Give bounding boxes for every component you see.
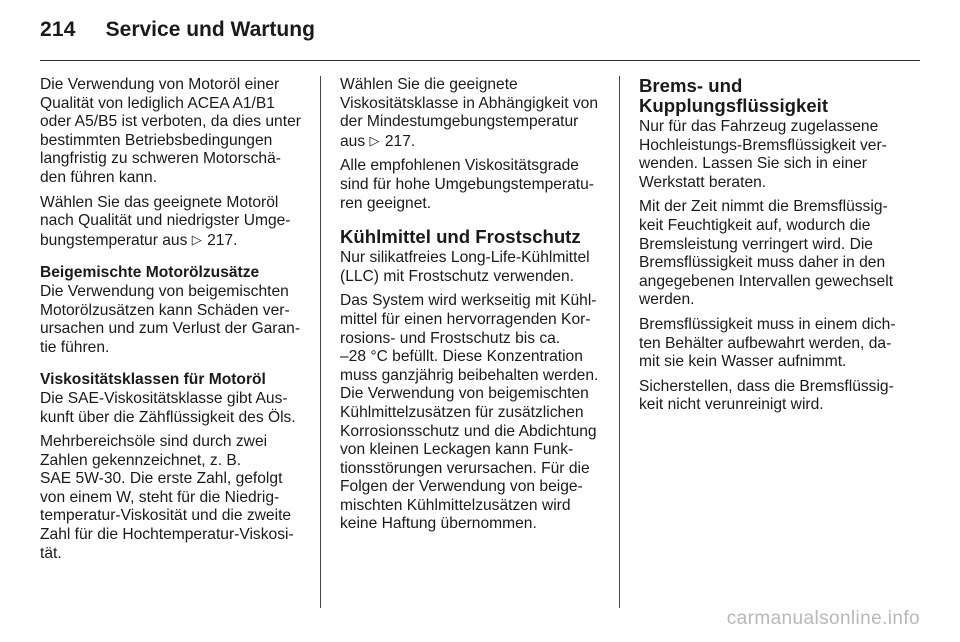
page-number: 214 xyxy=(40,18,76,41)
paragraph: Nur silikatfreies Long-Life-Kühlmittel (LLC) mit Frostschutz verwenden. xyxy=(340,249,590,285)
paragraph: Wählen Sie das geeignete Motoröl nach Qualität und niedrigster Umge- bungstemperatur aus ▷ 217. xyxy=(40,193,291,249)
column-2 xyxy=(340,76,606,540)
paragraph: Die Verwendung von Motoröl einer Qualität von lediglich ACEA A1/B1 oder A5/B5 ist verboten, da dies unter bestimmten Betriebsbedingungen langfristig zu schweren Motorschä- den führen kann. xyxy=(40,76,301,186)
page-header xyxy=(40,18,315,48)
paragraph: Die SAE-Viskositätsklasse gibt Aus- kunft über die Zähflüssigkeit des Öls. xyxy=(40,389,296,426)
paragraph: Mit der Zeit nimmt die Bremsflüssig- keit Feuchtigkeit auf, wodurch die Bremsleistung verringert wird. Die Bremsflüssigkeit muss daher in den angegebenen Intervallen gewechselt werden. xyxy=(639,198,894,309)
triangle-right-icon: ▷ xyxy=(191,231,202,247)
paragraph: Alle empfohlenen Viskositätsgrade sind für hohe Umgebungstemperatu- ren geeignet. xyxy=(340,157,594,212)
watermark: carmanualsonline.info xyxy=(726,608,920,629)
paragraph: Wählen Sie die geeignete Viskositätsklasse in Abhängigkeit von der Mindestumgebungstemperatur aus ▷ 217. xyxy=(340,76,599,150)
page-title: Service und Wartung xyxy=(105,18,315,41)
triangle-right-icon: ▷ xyxy=(369,132,380,148)
paragraph: Das System wird werkseitig mit Kühl- mittel für einen hervorragenden Kor- rosions- und Frostschutz bis ca. –28 °C befüllt. Diese Konzentration muss ganzjährig beibehalten werden. Die Verwendung von beigemischten Kühlmittelzusätzen für zusätzlichen Korrosionsschutz und die Abdichtung von kleinen Leckagen kann Funk- tionsstörungen verursachen. Für die Folgen der Verwendung von beige- mischten Kühlmittelzusätzen wird keine Haftung übernommen. xyxy=(340,292,599,533)
column-1 xyxy=(40,76,306,569)
subheading: Viskositätsklassen für Motoröl xyxy=(40,371,266,389)
paragraph: Sicherstellen, dass die Bremsflüssig- keit nicht verunreinigt wird. xyxy=(639,377,894,414)
paragraph: Die Verwendung von beigemischten Motorölzusätzen kann Schäden ver- ursachen und zum Verlust der Garan- tie führen. xyxy=(40,282,301,356)
paragraph: Mehrbereichsöle sind durch zwei Zahlen gekennzeichnet, z. B. SAE 5W-30. Die erste Zahl, gefolgt von einem W, steht für die Niedrig- temperatur-Viskosität und die zweite Zahl für die Hochtemperatur-Viskosi- tät. xyxy=(40,433,294,562)
column-divider-2 xyxy=(619,76,620,608)
page-reference-link[interactable]: 217. xyxy=(384,132,416,150)
page-reference-link[interactable]: 217. xyxy=(207,231,238,249)
column-3 xyxy=(639,76,905,421)
header-rule xyxy=(40,60,920,61)
column-divider-1 xyxy=(320,76,321,608)
subheading: Beigemischte Motorölzusätze xyxy=(40,264,260,282)
section-heading: Brems- und Kupplungsflüssigkeit xyxy=(639,75,829,116)
section-heading: Kühlmittel und Frostschutz xyxy=(340,226,581,248)
paragraph: Nur für das Fahrzeug zugelassene Hochleistungs-Bremsflüssigkeit ver- wenden. Lassen Sie sich in einer Werkstatt beraten. xyxy=(639,118,887,191)
paragraph: Bremsflüssigkeit muss in einem dich- ten Behälter aufbewahrt werden, da- mit sie kein Wasser aufnimmt. xyxy=(639,315,896,371)
